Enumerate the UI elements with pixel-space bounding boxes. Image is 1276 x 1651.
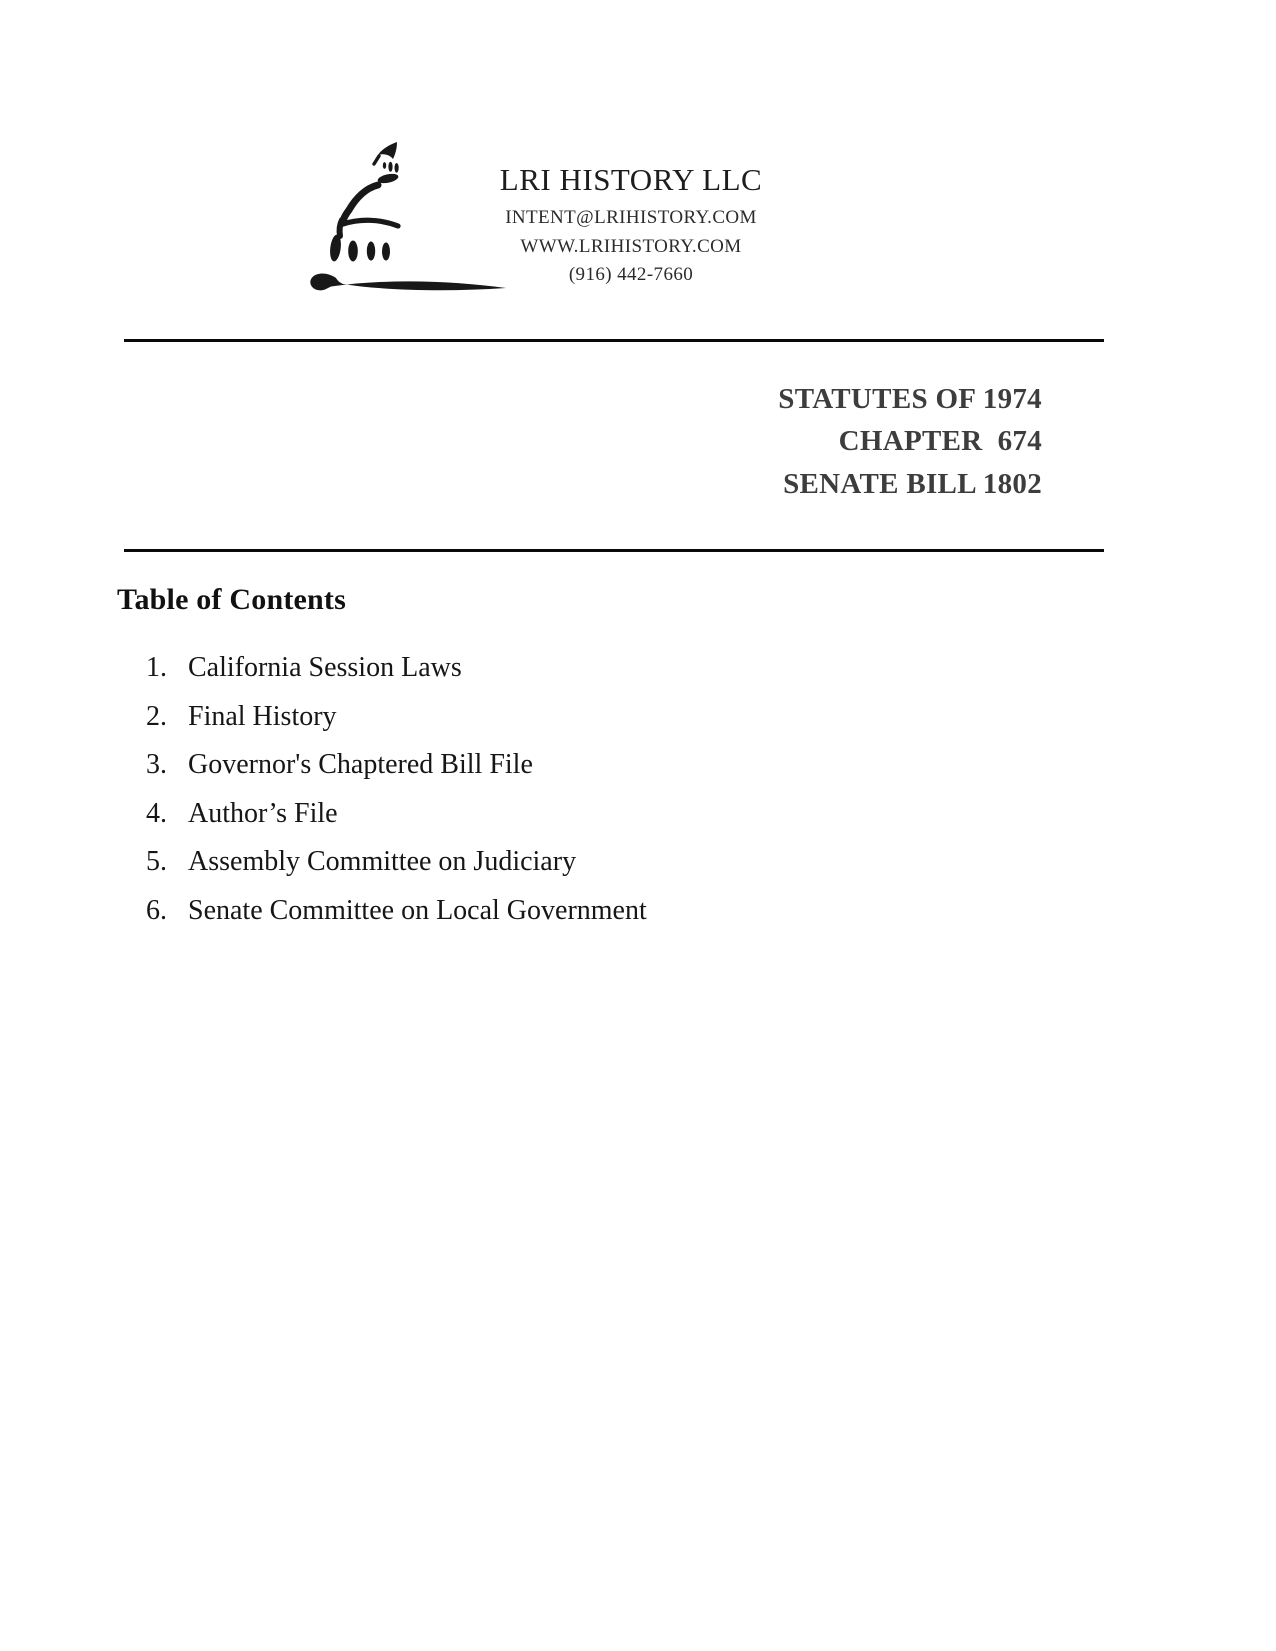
org-name: LRI HISTORY LLC: [499, 162, 763, 197]
toc-item-number: 3.: [146, 749, 167, 781]
toc-item-label: Author’s File: [188, 797, 338, 829]
toc-item: [146, 644, 647, 693]
bill-reference: [778, 378, 1042, 505]
senate-bill-line: SENATE BILL 1802: [783, 467, 1042, 500]
toc-item-number: 4.: [146, 797, 167, 829]
toc-list: [146, 644, 647, 936]
toc-item-label: California Session Laws: [188, 652, 462, 683]
toc-heading: Table of Contents: [117, 583, 346, 616]
toc-item-label: Senate Committee on Local Government: [188, 894, 647, 926]
toc-item-label: Assembly Committee on Judiciary: [188, 846, 577, 878]
chapter-line: CHAPTER 674: [838, 425, 1042, 458]
org-email: INTENT@LRIHISTORY.COM: [505, 207, 757, 228]
divider-bottom: [124, 549, 1104, 552]
divider-top: [124, 339, 1104, 342]
letterhead: [436, 162, 826, 290]
toc-item-number: 1.: [146, 652, 167, 683]
toc-item: [146, 741, 647, 790]
toc-item-label: Governor's Chaptered Bill File: [188, 749, 533, 781]
toc-item-number: 2.: [146, 700, 167, 732]
toc-item: [146, 790, 647, 839]
org-phone: (916) 442-7660: [568, 264, 694, 285]
toc-item: [146, 838, 647, 887]
statutes-line: STATUTES OF 1974: [778, 383, 1042, 415]
toc-item-number: 5.: [146, 846, 167, 878]
toc-item-label: Final History: [188, 700, 337, 732]
toc-item: [146, 693, 647, 742]
toc-item: [146, 887, 647, 936]
toc-item-number: 6.: [146, 894, 167, 926]
org-website: WWW.LRIHISTORY.COM: [520, 235, 742, 257]
